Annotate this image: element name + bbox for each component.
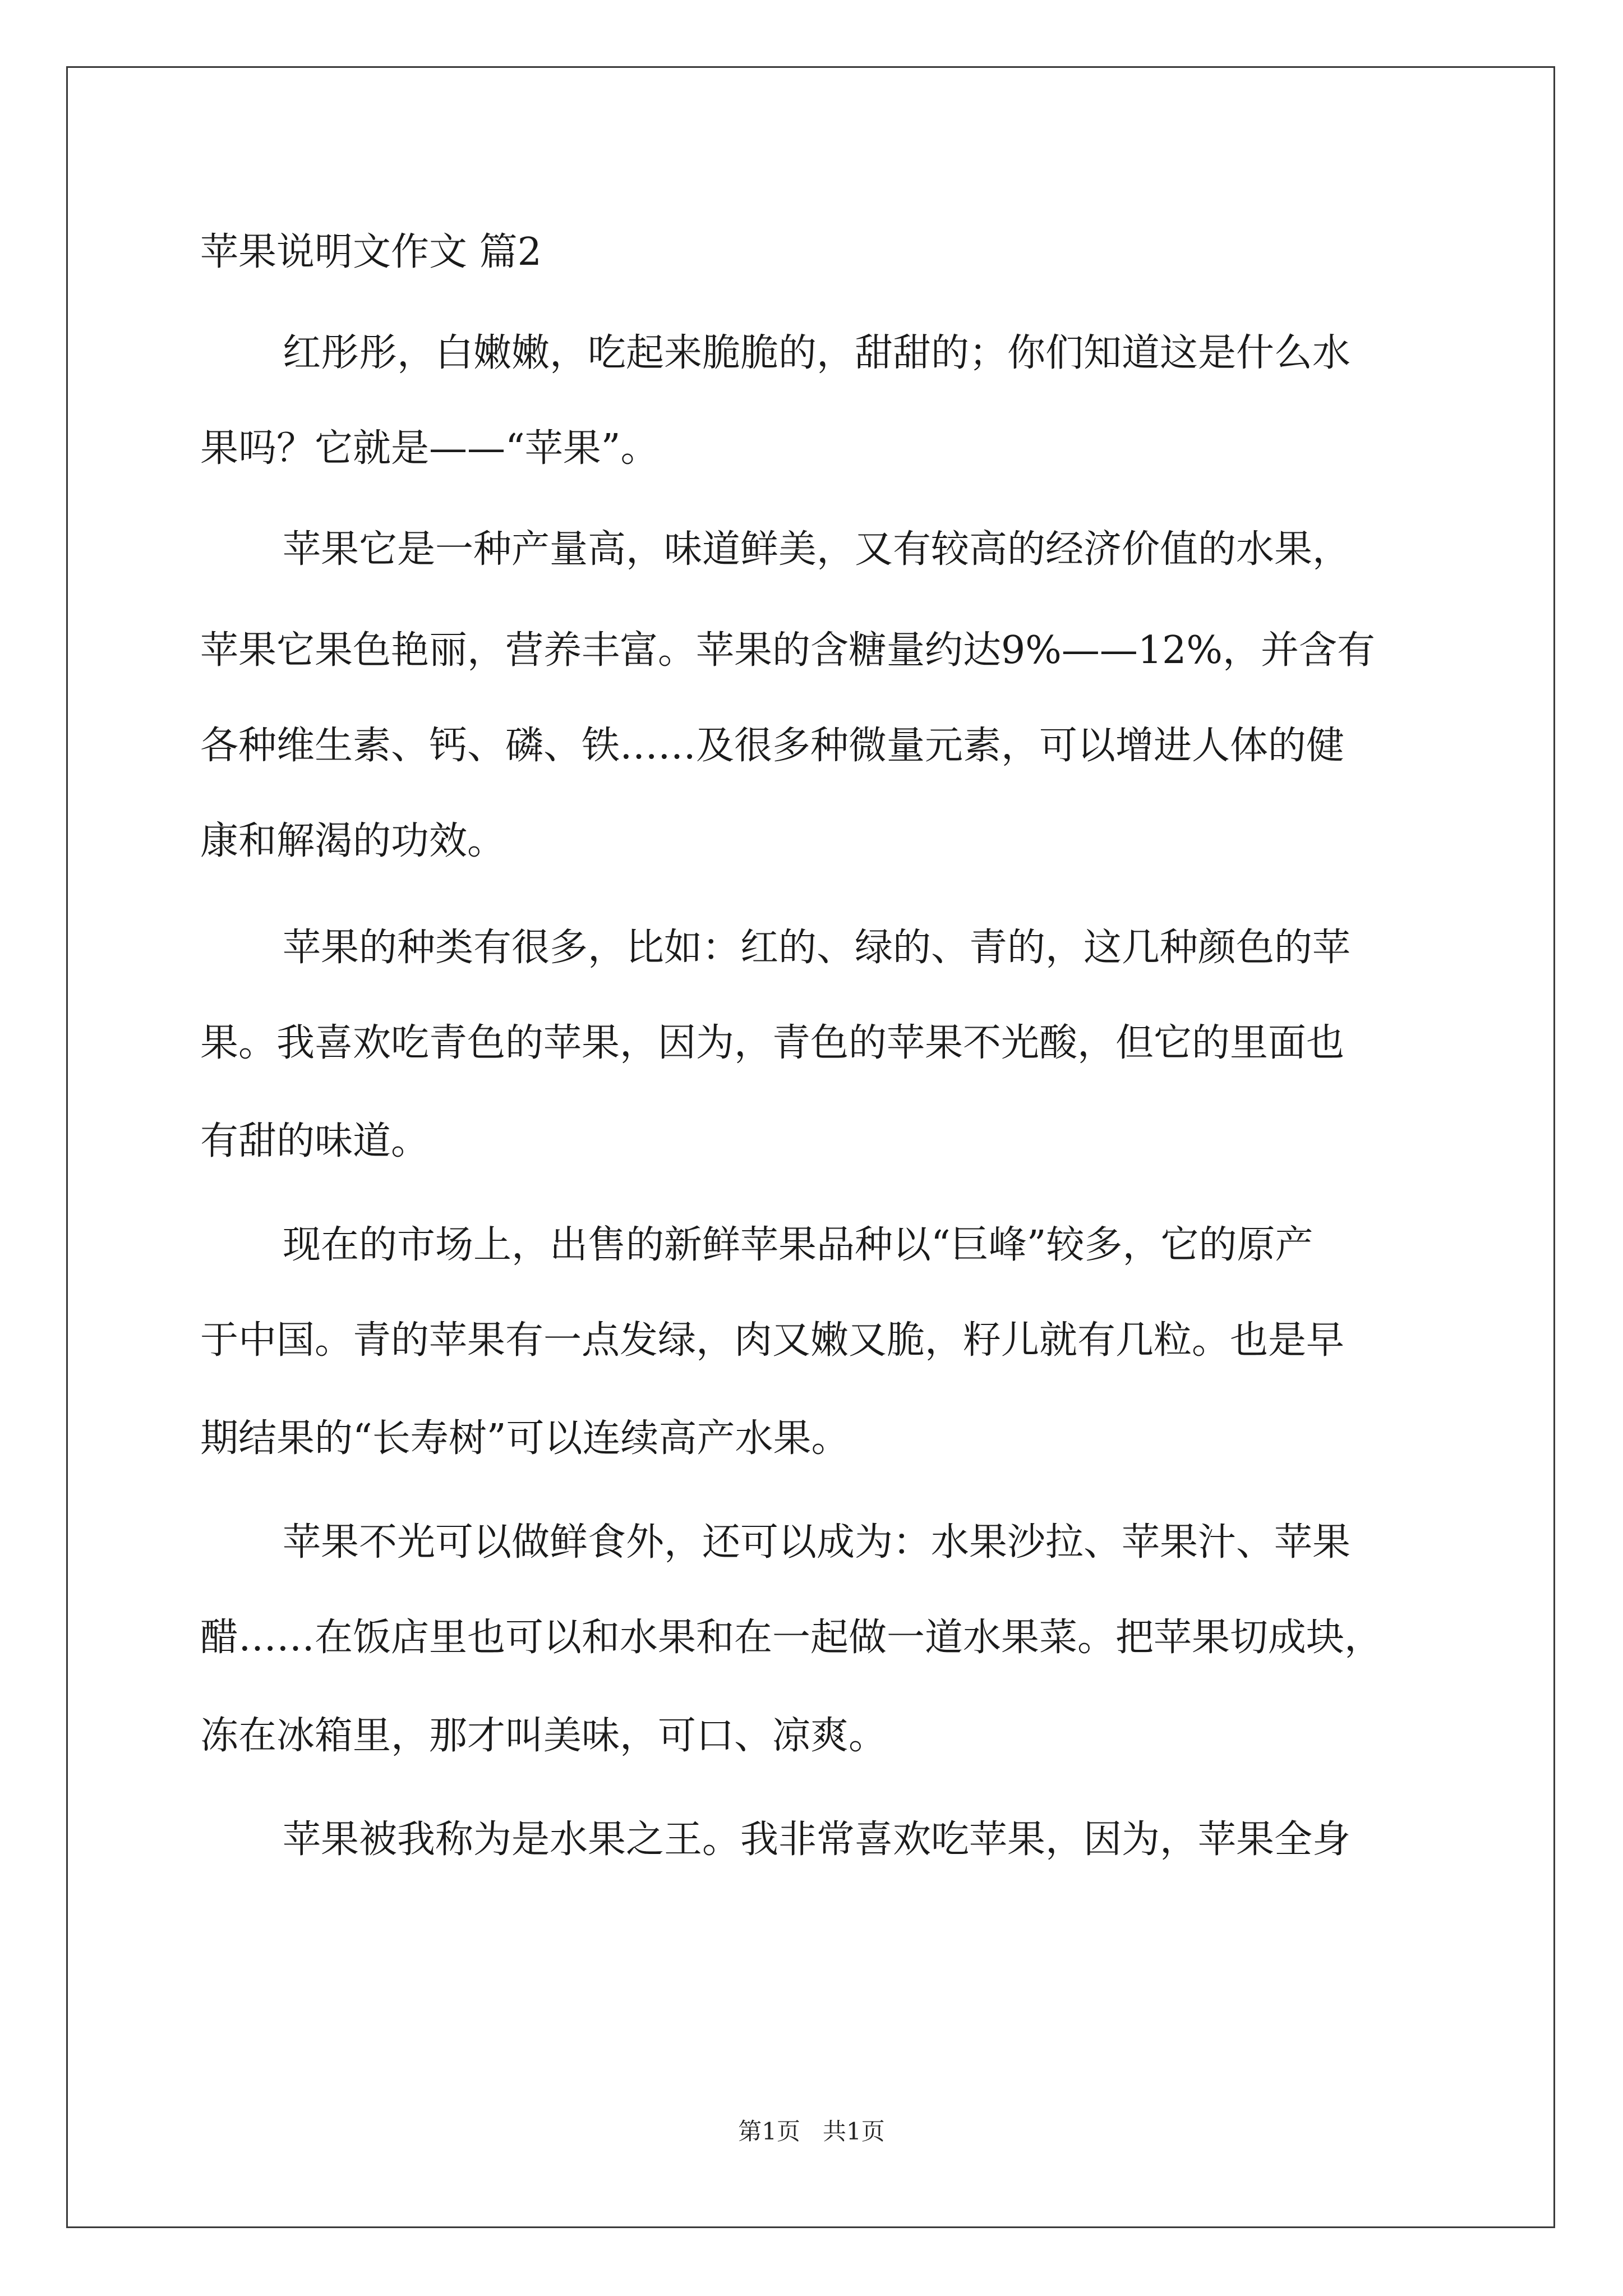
document-title: 苹果说明文作文 篇2 [200,230,542,274]
paragraph-line: 期结果的“长寿树”可以连续高产水果。 [200,1416,850,1461]
paragraph-line: 红彤彤，白嫩嫩，吃起来脆脆的，甜甜的；你们知道这是什么水 [283,331,1351,375]
page-number-footer: 第1页 共1页 [738,2118,885,2145]
paragraph-line: 苹果它果色艳丽，营养丰富。苹果的含糖量约达9%——12%，并含有 [200,628,1376,673]
paragraph-line: 苹果它是一种产量高，味道鲜美，又有较高的经济价值的水果， [283,527,1351,572]
paragraph-line: 苹果的种类有很多，比如：红的、绿的、青的，这几种颜色的苹 [283,926,1351,970]
paragraph-line: 各种维生素、钙、磷、铁……及很多种微量元素，可以增进人体的健 [200,724,1345,768]
paragraph-line: 有甜的味道。 [200,1119,430,1163]
paragraph-line: 果吗？它就是——“苹果”。 [200,426,659,471]
paragraph-line: 现在的市场上，出售的新鲜苹果品种以“巨峰”较多，它的原产 [283,1223,1313,1267]
paragraph-line: 于中国。青的苹果有一点发绿，肉又嫩又脆，籽儿就有几粒。也是早 [200,1318,1345,1363]
paragraph-line: 果。我喜欢吃青色的苹果，因为，青色的苹果不光酸，但它的里面也 [200,1021,1345,1065]
paragraph-line: 醋……在饭店里也可以和水果和在一起做一道水果菜。把苹果切成块， [200,1616,1383,1660]
paragraph-line: 康和解渴的功效。 [200,819,506,863]
paragraph-line: 苹果不光可以做鲜食外，还可以成为：水果沙拉、苹果汁、苹果 [283,1520,1351,1565]
paragraph-line: 苹果被我称为是水果之王。我非常喜欢吃苹果，因为，苹果全身 [283,1818,1351,1862]
paragraph-line: 冻在冰箱里，那才叫美味，可口、凉爽。 [200,1714,887,1758]
